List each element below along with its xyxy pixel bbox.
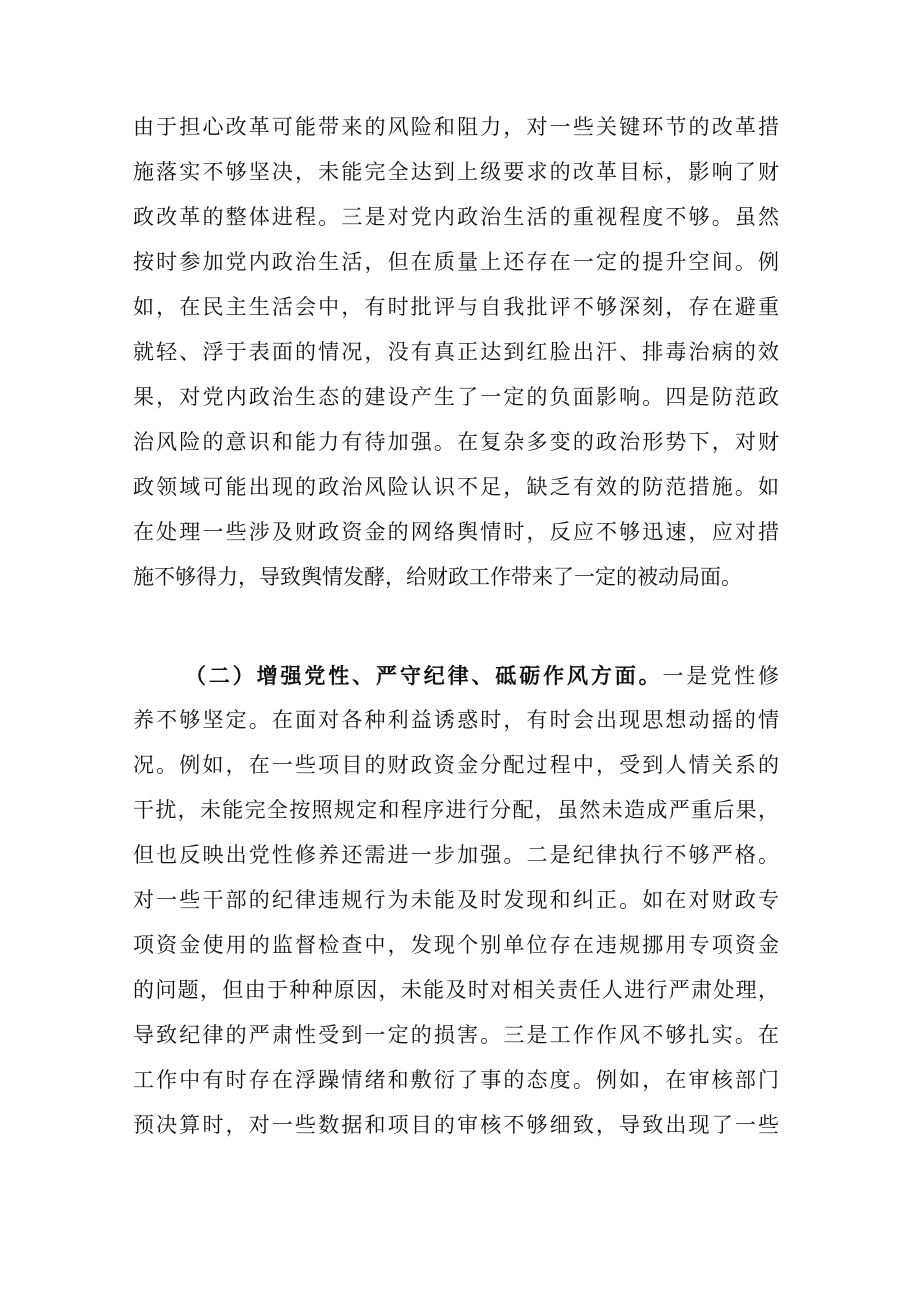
paragraph-line: 治风险的意识和能力有待加强。在复杂多变的政治形势下，对财 — [133, 430, 779, 454]
paragraph-line: 导致纪律的严肃性受到一定的损害。三是工作作风不够扎实。在 — [133, 1023, 779, 1047]
paragraph-line: 预决算时，对一些数据和项目的审核不够细致，导致出现了一些 — [133, 1113, 779, 1137]
paragraph-line: 按时参加党内政治生活，但在质量上还存在一定的提升空间。例 — [133, 250, 779, 274]
paragraph-line: 政领域可能出现的政治风险认识不足，缺乏有效的防范措施。如 — [133, 475, 779, 499]
paragraph-line: 就轻、浮于表面的情况，没有真正达到红脸出汗、排毒治病的效 — [133, 340, 779, 364]
paragraph-line: 果，对党内政治生态的建设产生了一定的负面影响。四是防范政 — [133, 385, 779, 409]
section-heading: （二）增强党性、严守纪律、砥砺作风方面。 — [185, 663, 663, 688]
paragraph-line: 的问题，但由于种种原因，未能及时对相关责任人进行严肃处理， — [133, 978, 779, 1002]
paragraph-line: 施不够得力，导致舆情发酵，给财政工作带来了一定的被动局面。 — [133, 565, 742, 589]
paragraph-line: 项资金使用的监督检查中，发现个别单位存在违规挪用专项资金 — [133, 933, 779, 957]
paragraph-line: 在处理一些涉及财政资金的网络舆情时，反应不够迅速，应对措 — [133, 520, 779, 544]
paragraph-line: 工作中有时存在浮躁情绪和敷衍了事的态度。例如，在审核部门 — [133, 1068, 779, 1092]
paragraph-line: 对一些干部的纪律违规行为未能及时发现和纠正。如在对财政专 — [133, 888, 779, 912]
paragraph-line: 政改革的整体进程。三是对党内政治生活的重视程度不够。虽然 — [133, 205, 779, 229]
paragraph-line: 况。例如，在一些项目的财政资金分配过程中，受到人情关系的 — [133, 753, 779, 777]
paragraph-1 — [133, 105, 779, 600]
paragraph-line: 养不够坚定。在面对各种利益诱惑时，有时会出现思想动摇的情 — [133, 708, 779, 732]
paragraph-line: 由于担心改革可能带来的风险和阻力，对一些关键环节的改革措 — [133, 115, 779, 139]
paragraph-text: 一是党性修 — [662, 664, 779, 688]
paragraph-line: 如，在民主生活会中，有时批评与自我批评不够深刻，存在避重 — [133, 295, 779, 319]
paragraph-line: 但也反映出党性修养还需进一步加强。二是纪律执行不够严格。 — [133, 843, 779, 867]
paragraph-line: 施落实不够坚决，未能完全达到上级要求的改革目标，影响了财 — [133, 160, 779, 184]
paragraph-first-line — [133, 653, 779, 698]
paragraph-line: 干扰，未能完全按照规定和程序进行分配，虽然未造成严重后果， — [133, 798, 779, 822]
paragraph-2 — [133, 653, 779, 1148]
